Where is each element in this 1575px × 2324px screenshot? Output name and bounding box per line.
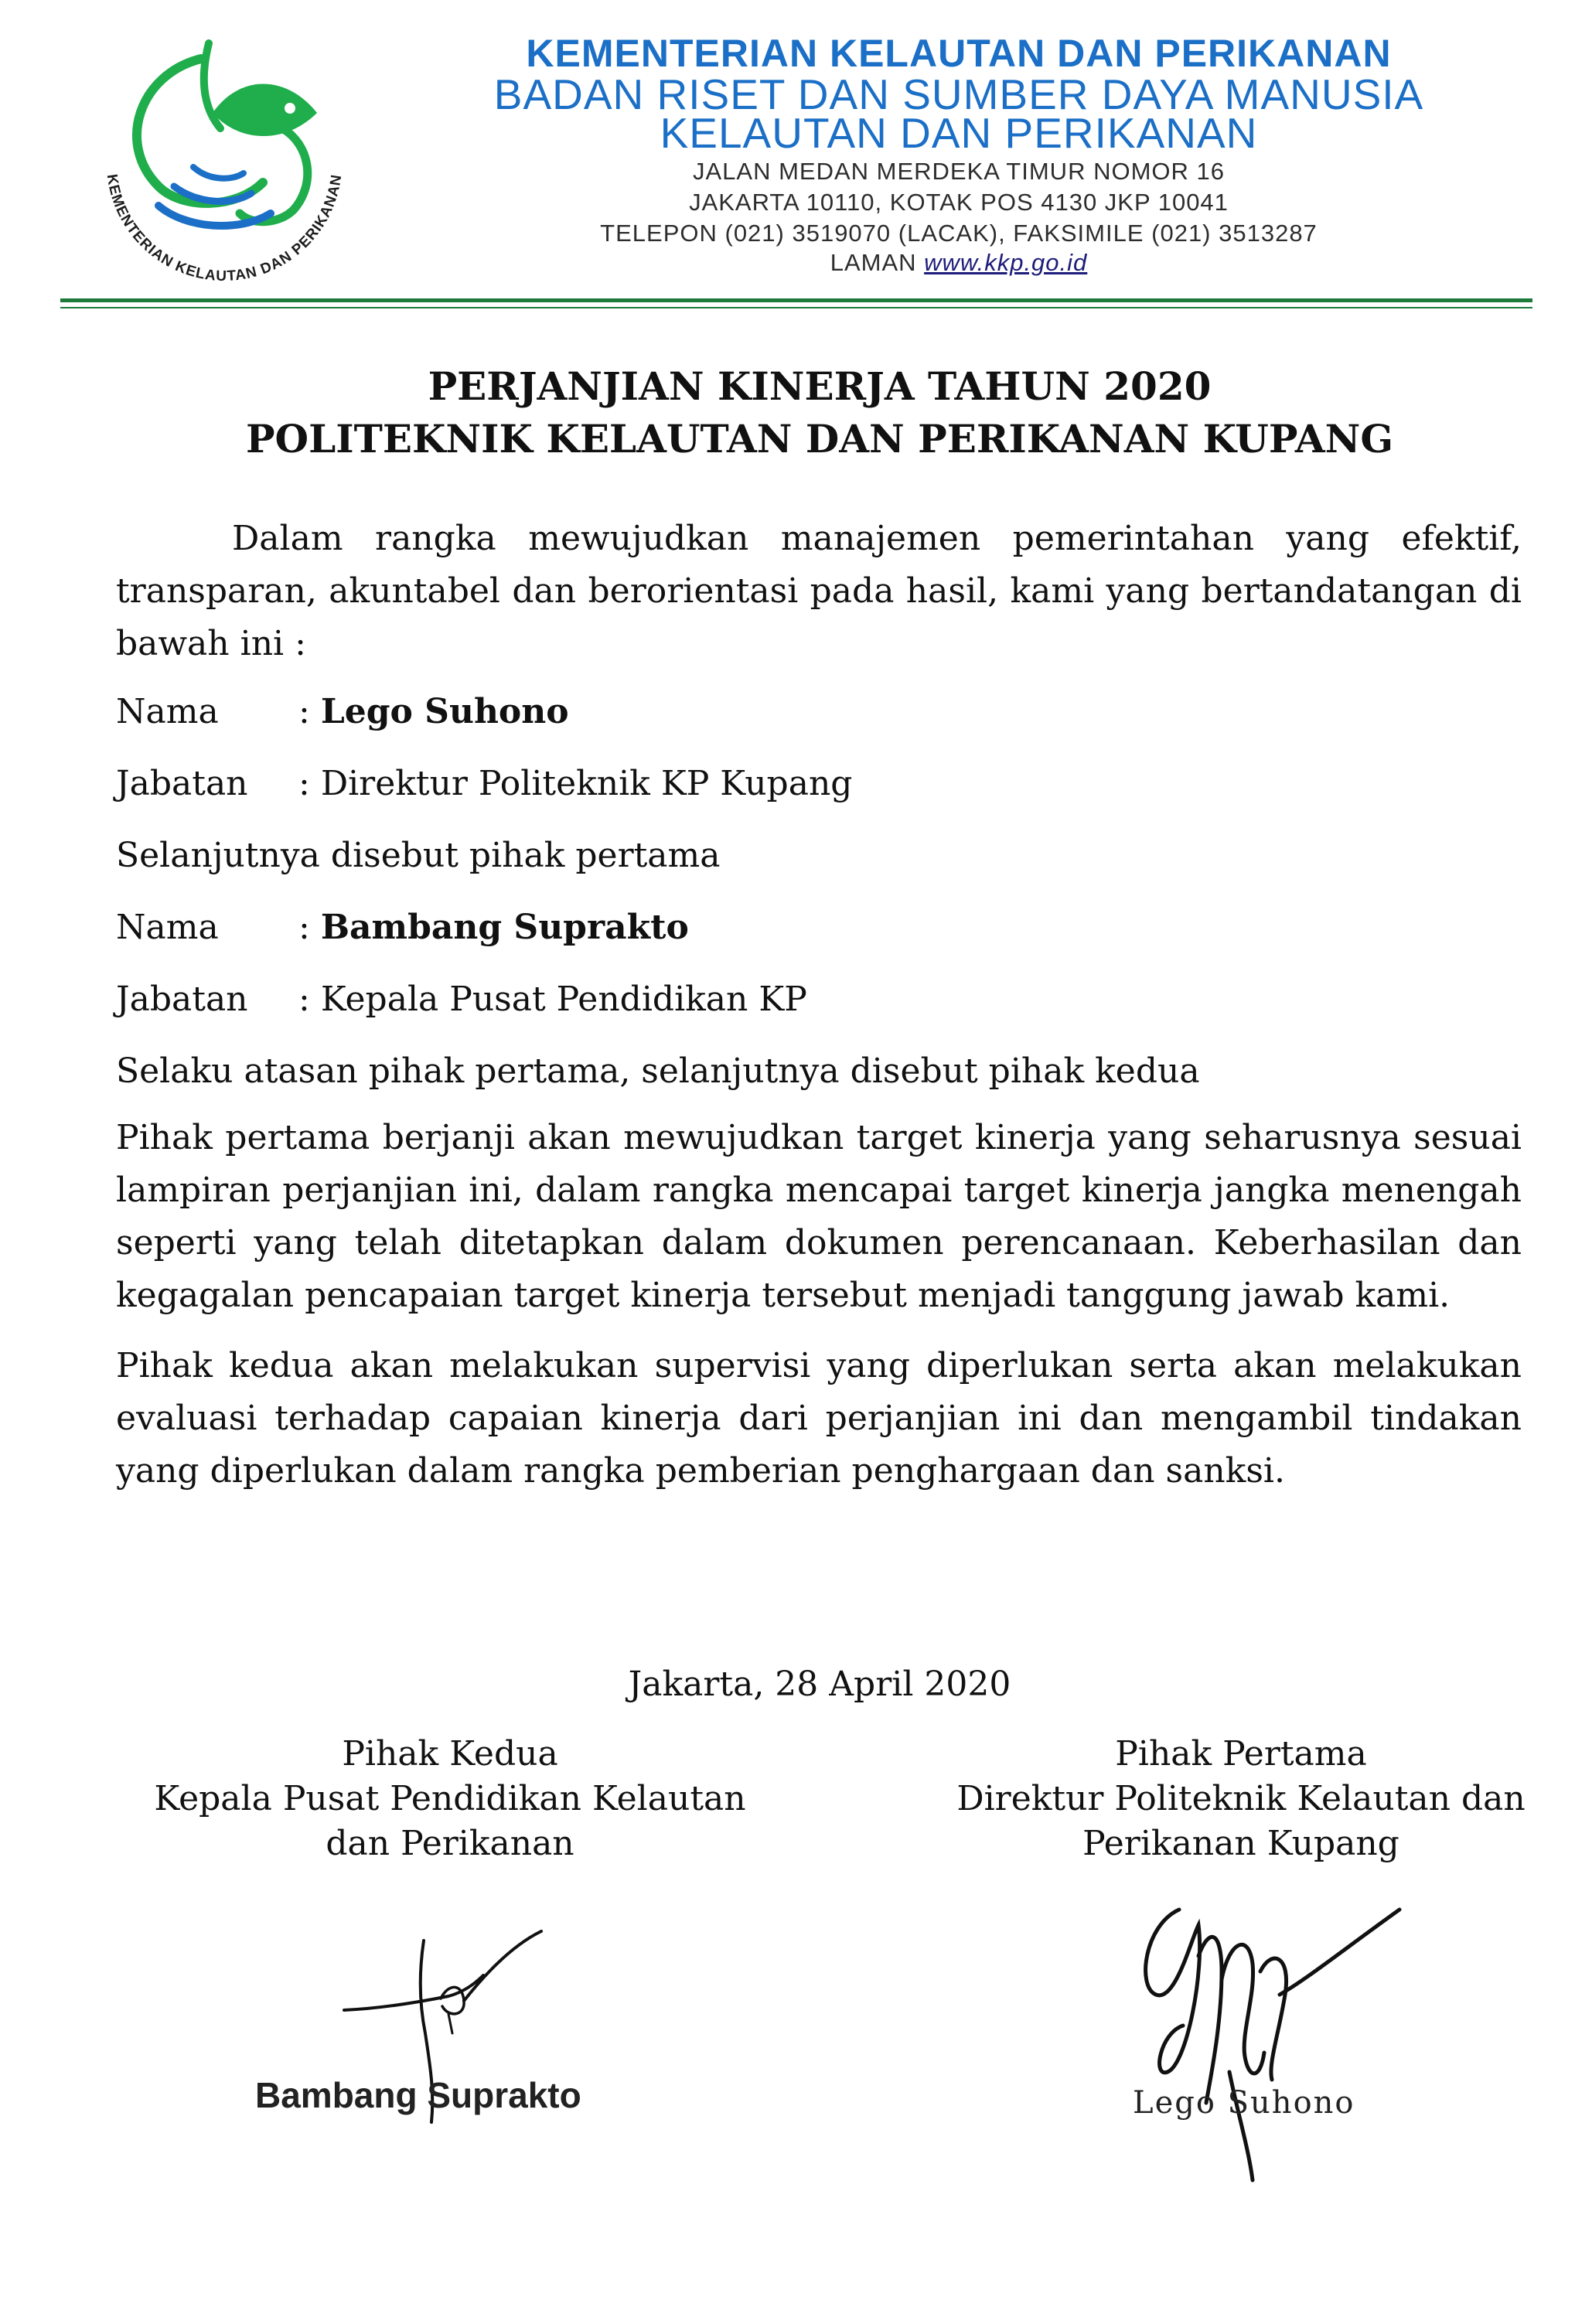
- party1-name: Lego Suhono: [320, 692, 569, 731]
- party2-position-row: Jabatan : Kepala Pusat Pendidikan KP: [116, 973, 1522, 1026]
- logo-circle-text: KEMENTERIAN KELAUTAN DAN PERIKANAN: [103, 172, 346, 285]
- left-title-line1: Kepala Pusat Pendidikan Kelautan: [154, 1779, 746, 1818]
- website-link[interactable]: www.kkp.go.id: [924, 249, 1088, 276]
- intro-paragraph: Dalam rangka mewujudkan manajemen pemerintahan yang efektif, transparan, akuntabel dan berorientasi pada hasil, kami yang bertandatangan di bawah ini :: [116, 519, 1522, 663]
- position-label: Jabatan: [116, 980, 248, 1019]
- address-line1: JALAN MEDAN MERDEKA TIMUR NOMOR 16: [693, 158, 1225, 185]
- name-label: Nama: [116, 908, 219, 947]
- right-title-line1: Direktur Politeknik Kelautan dan: [956, 1779, 1526, 1818]
- commitment-paragraph: Pihak pertama berjanji akan mewujudkan target kinerja yang seharusnya sesuai lampiran perjanjian ini, dalam rangka mencapai target kinerja jangka menengah seperti yang telah ditetapkan dalam dokumen perencanaan. Keberhasilan dan kegagalan pencapaian target kinerja tersebut menjadi tanggung jawab kami.: [116, 1118, 1522, 1315]
- party1-position-row: Jabatan : Direktur Politeknik KP Kupang: [116, 758, 1522, 810]
- right-signatory-name: Lego Suhono: [1133, 2085, 1355, 2121]
- party1-position: Direktur Politeknik KP Kupang: [320, 764, 853, 803]
- address-line2: JAKARTA 10110, KOTAK POS 4130 JKP 10041: [689, 189, 1229, 216]
- letterhead-divider-thin: [60, 307, 1532, 308]
- left-title-line2: dan Perikanan: [326, 1824, 574, 1863]
- agency-name-line2: KELAUTAN DAN PERIKANAN: [660, 109, 1258, 157]
- place-date: Jakarta, 28 April 2020: [628, 1665, 1011, 1704]
- supervision-paragraph: Pihak kedua akan melakukan supervisi yang diperlukan serta akan melakukan evaluasi terhadap capaian kinerja dari perjanjian ini dan mengambil tindakan yang diperlukan dalam rangka pemberian penghargaan dan sanksi.: [116, 1346, 1522, 1491]
- right-title-line2: Perikanan Kupang: [1082, 1824, 1399, 1863]
- party2-note: Selaku atasan pihak pertama, selanjutnya disebut pihak kedua: [116, 1051, 1200, 1091]
- party1-name-row: Nama : Lego Suhono: [116, 686, 1522, 738]
- right-role: Pihak Pertama: [1115, 1734, 1367, 1774]
- agency-name-line1: BADAN RISET DAN SUMBER DAYA MANUSIA: [493, 70, 1424, 118]
- left-role: Pihak Kedua: [342, 1734, 558, 1774]
- name-label: Nama: [116, 692, 219, 731]
- right-signatory-block: [924, 1732, 1558, 1866]
- document-subtitle: POLITEKNIK KELAUTAN DAN PERIKANAN KUPANG: [245, 416, 1394, 462]
- left-signatory-name: Bambang Suprakto: [255, 2075, 581, 2115]
- document-title: PERJANJIAN KINERJA TAHUN 2020: [428, 363, 1212, 409]
- right-signature: [1113, 1879, 1438, 2203]
- party2-name-row: Nama : Bambang Suprakto: [116, 901, 1522, 954]
- website-line: [433, 249, 1485, 277]
- party2-position: Kepala Pusat Pendidikan KP: [320, 980, 807, 1019]
- phone-line: TELEPON (021) 3519070 (LACAK), FAKSIMILE (021) 3513287: [600, 220, 1318, 247]
- kkp-logo: [85, 28, 363, 298]
- ministry-name: KEMENTERIAN KELAUTAN DAN PERIKANAN: [526, 32, 1392, 75]
- party2-name: Bambang Suprakto: [320, 908, 689, 947]
- website-label: LAMAN: [830, 249, 917, 276]
- party1-note: Selanjutnya disebut pihak pertama: [116, 836, 721, 875]
- position-label: Jabatan: [116, 764, 248, 803]
- left-signatory-block: [133, 1732, 767, 1866]
- letterhead-divider: [60, 298, 1532, 302]
